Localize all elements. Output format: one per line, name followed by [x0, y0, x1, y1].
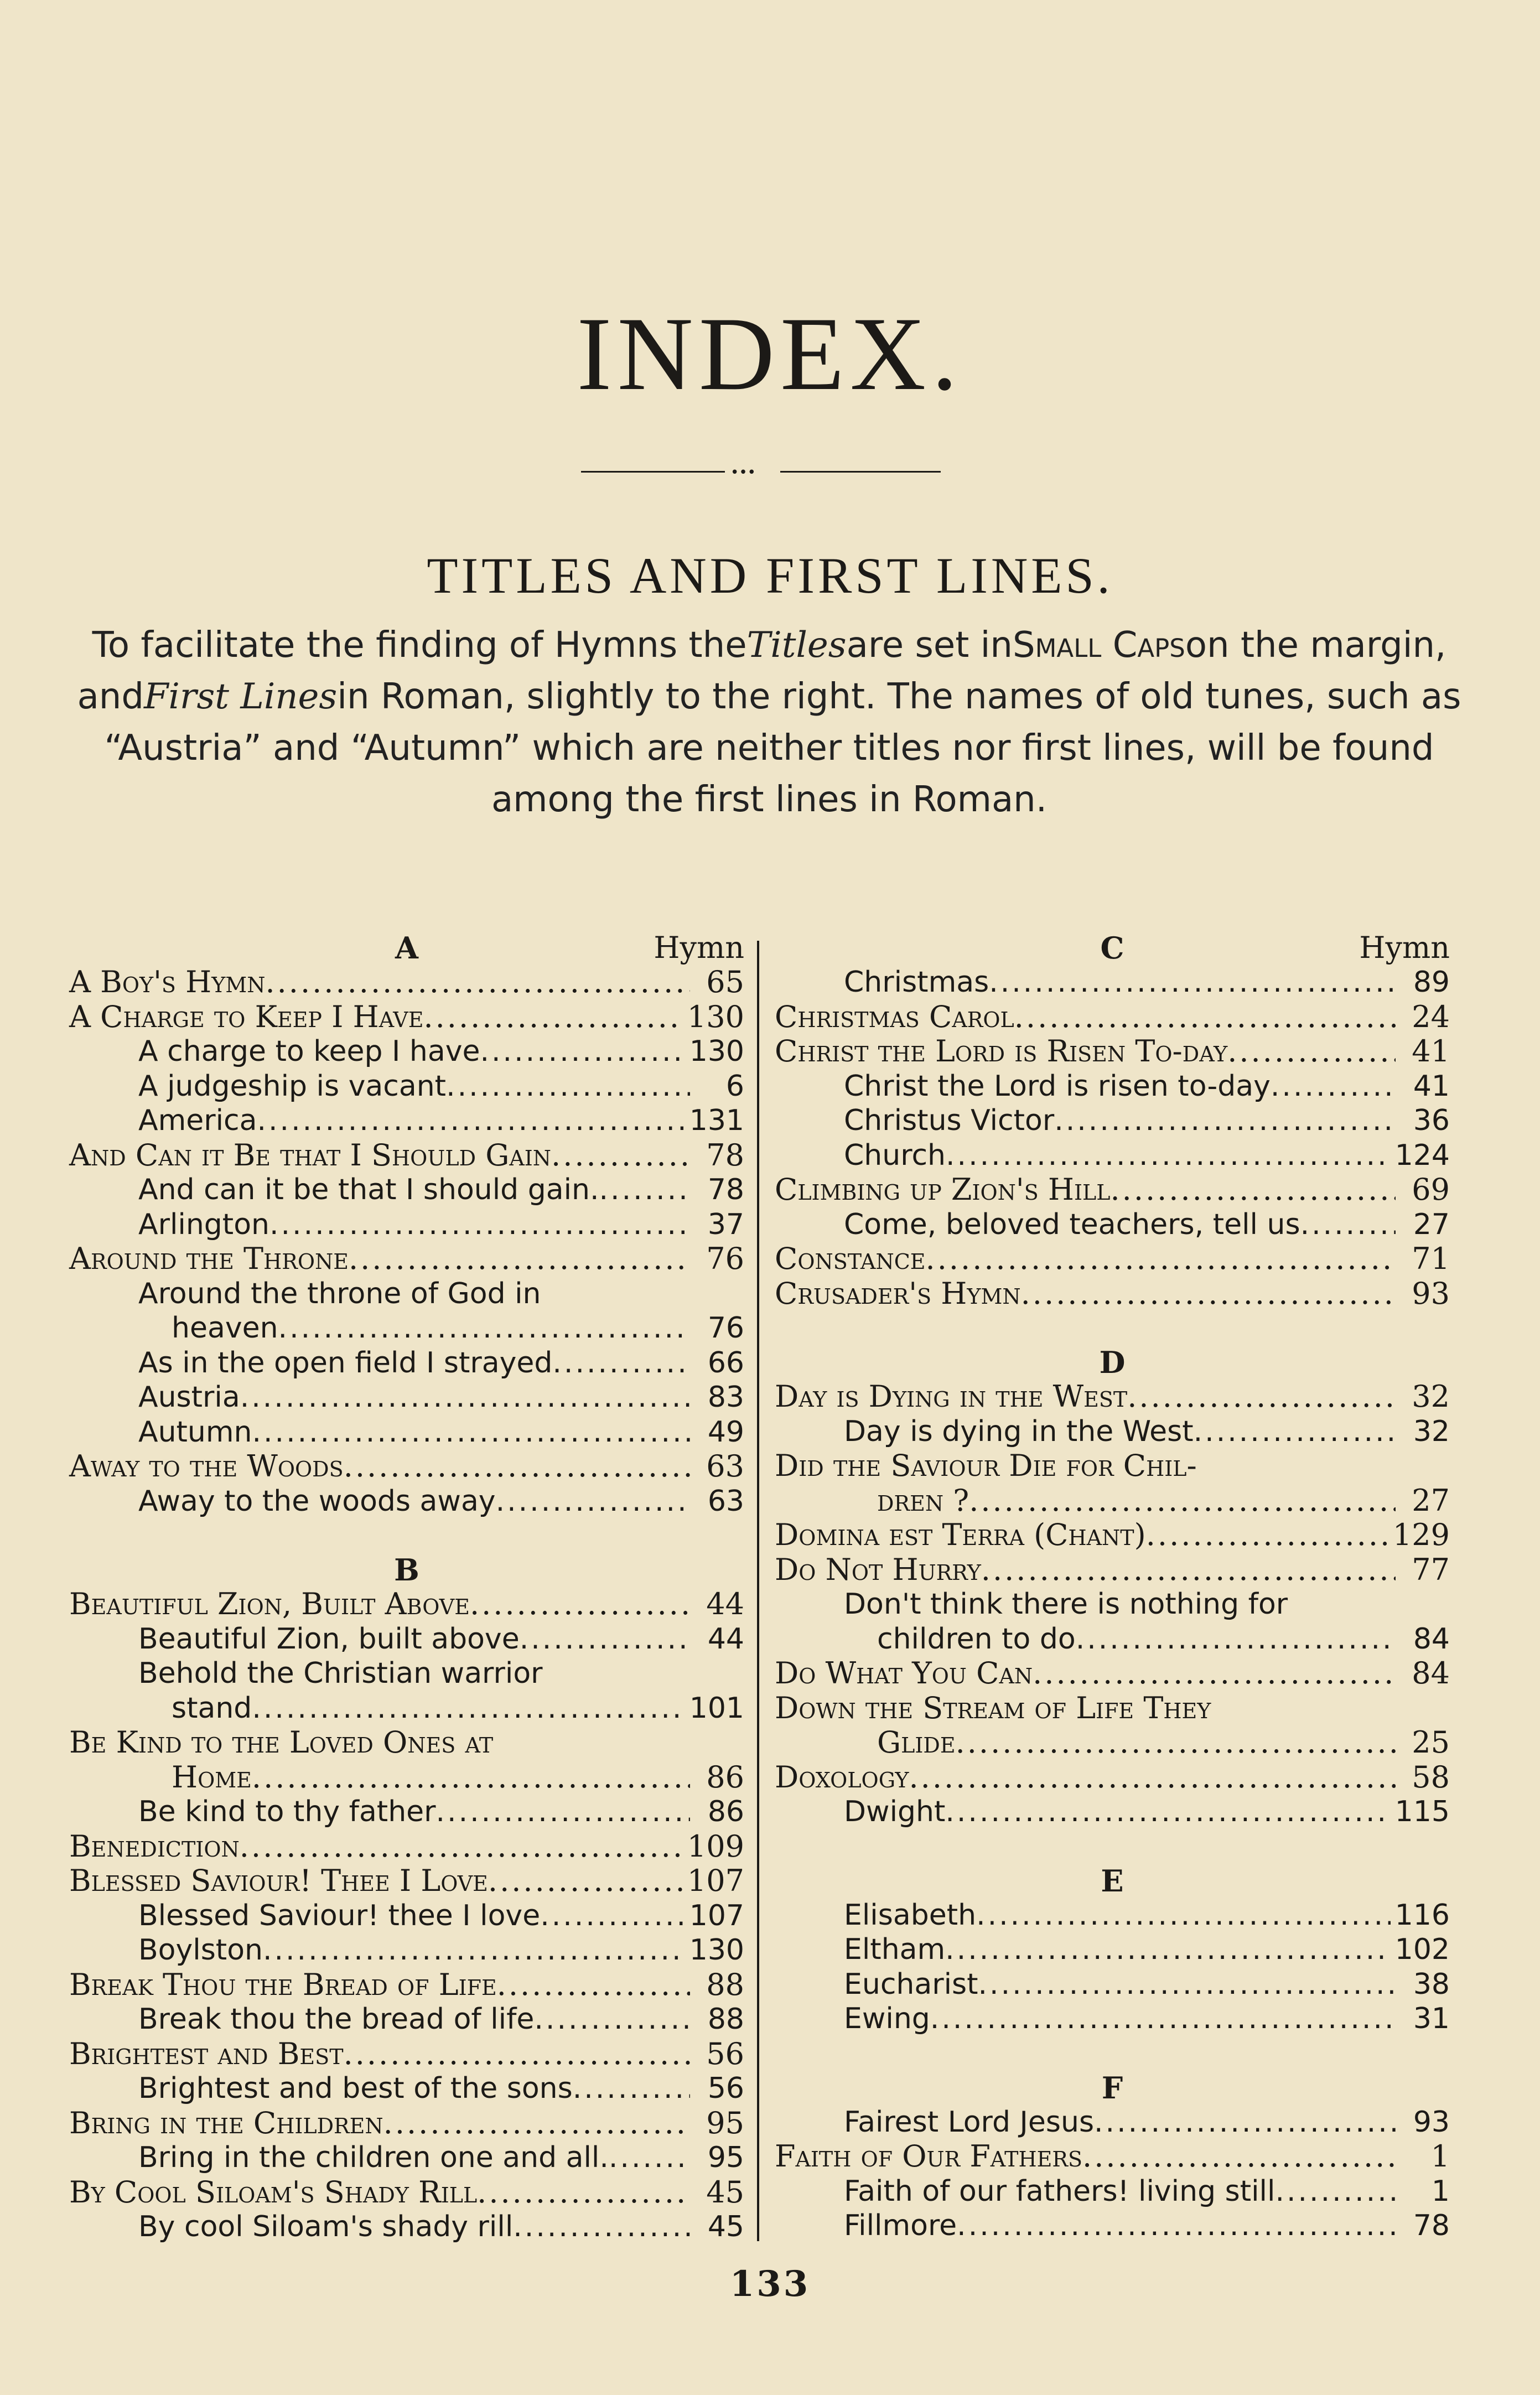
- entry-text: Eltham: [844, 1933, 946, 1966]
- intro-text-3: on the margin, and: [77, 625, 1446, 717]
- leader-dots: [1300, 1207, 1396, 1242]
- entry-text: Christmas: [844, 966, 989, 999]
- leader-dots: [383, 2106, 690, 2141]
- entry-text: By Cool Siloam's Shady Rill: [69, 2174, 478, 2210]
- entry-text: Beautiful Zion, Built Above: [69, 1587, 470, 1621]
- hymn-number: 27: [1413, 1207, 1450, 1241]
- first-line-entry: [775, 1932, 1450, 1967]
- hymn-title-entry: [775, 1034, 1450, 1069]
- leader-dots: [978, 1967, 1396, 2002]
- entry-text: Dwight: [844, 1795, 946, 1828]
- leader-dots: [552, 1346, 690, 1381]
- entry-text: Domina est Terra (Chant): [775, 1517, 1146, 1552]
- intro-text-1: To facilitate the finding of Hymns the: [92, 625, 747, 666]
- entry-text: Break thou the bread of life: [138, 2003, 535, 2036]
- hymn-title-entry: [69, 1449, 744, 1484]
- leader-dots: [446, 1069, 690, 1104]
- first-line-entry: [69, 1069, 744, 1104]
- first-line-entry: [69, 1346, 744, 1381]
- leader-dots: [1094, 2105, 1396, 2140]
- entry-text: Do What You Can: [775, 1656, 1033, 1691]
- entry-text: Did the Saviour Die for Chil-: [775, 1448, 1197, 1483]
- entry-text: Around the throne of God in: [138, 1277, 541, 1310]
- hymn-title-entry: [775, 1656, 1450, 1691]
- hymn-title-entry: [69, 1587, 744, 1622]
- entry-text: Fillmore: [844, 2209, 957, 2242]
- entry-text: Be kind to thy father: [138, 1795, 436, 1828]
- hymn-title-entry: [69, 2175, 744, 2210]
- hymn-title-entry: [775, 1380, 1450, 1414]
- first-line-entry: [775, 1795, 1450, 1829]
- hymn-number: 124: [1394, 1138, 1450, 1172]
- column-header: [775, 931, 1450, 965]
- index-column-right: [775, 931, 1450, 2243]
- first-line-entry: [775, 1622, 1450, 1657]
- hymn-number: 83: [707, 1381, 744, 1414]
- leader-dots: [1271, 1069, 1396, 1104]
- hymn-column-label: Hymn: [654, 930, 744, 965]
- entry-text: Church: [844, 1138, 946, 1172]
- hymn-title-entry: [775, 1518, 1450, 1553]
- hymn-number: 115: [1394, 1795, 1450, 1828]
- hymn-title-entry: [775, 1553, 1450, 1588]
- hymn-number: 84: [1412, 1656, 1450, 1691]
- first-line-entry: [775, 1587, 1450, 1622]
- leader-dots: [946, 1138, 1391, 1173]
- hymn-number: 88: [707, 2003, 744, 2036]
- entry-text: Around the Throne: [69, 1241, 349, 1276]
- leader-dots: [240, 1829, 683, 1864]
- leader-dots: [269, 1207, 690, 1242]
- first-line-entry: [775, 2002, 1450, 2036]
- column-divider: [757, 941, 759, 2241]
- hymn-number: 130: [687, 999, 744, 1034]
- hymn-number: 102: [1394, 1933, 1450, 1966]
- page-number: 133: [729, 2263, 811, 2305]
- first-line-entry: [69, 1277, 744, 1311]
- hymn-number: 63: [706, 1449, 744, 1484]
- entry-text: Don't think there is nothing for: [844, 1588, 1288, 1621]
- hymn-number: 31: [1413, 2002, 1450, 2035]
- entry-text: Away to the woods away: [138, 1484, 496, 1518]
- hymn-title-entry: [69, 1968, 744, 2003]
- first-line-entry: [69, 1207, 744, 1242]
- entry-text: stand: [172, 1691, 252, 1725]
- first-line-entry: [69, 1622, 744, 1657]
- entry-text: Brightest and Best: [69, 2036, 344, 2071]
- first-line-entry: [69, 1656, 744, 1691]
- leader-dots: [497, 1968, 690, 2003]
- entry-text: Blessed Saviour! thee I love: [138, 1899, 541, 1932]
- entry-text: Boylston: [138, 1933, 263, 1967]
- hymn-number: 71: [1412, 1241, 1450, 1276]
- entry-text: Blessed Saviour! Thee I Love: [69, 1863, 488, 1898]
- ornament-dots-icon: •••: [730, 464, 756, 481]
- hymn-number: 78: [707, 1173, 744, 1206]
- entry-text: A charge to keep I have: [138, 1035, 480, 1068]
- hymn-title-entry: [775, 1760, 1450, 1795]
- leader-dots: [1082, 2139, 1396, 2174]
- first-line-entry: [69, 1103, 744, 1138]
- first-line-entry: [69, 1484, 744, 1519]
- first-line-entry: [69, 1380, 744, 1415]
- first-line-entry: [69, 1933, 744, 1968]
- leader-dots: [344, 2037, 690, 2072]
- leader-dots: [252, 1691, 685, 1726]
- entry-text: Climbing up Zion's Hill: [775, 1172, 1111, 1207]
- hymn-number: 41: [1412, 1034, 1450, 1069]
- leader-dots: [480, 1034, 685, 1069]
- entry-text: Home: [172, 1759, 252, 1795]
- first-line-entry: [775, 1898, 1450, 1933]
- first-line-entry: [775, 2174, 1450, 2209]
- entry-text: Constance: [775, 1241, 926, 1276]
- hymn-number: 89: [1413, 966, 1450, 999]
- leader-dots: [252, 1760, 690, 1795]
- entry-text: Christ the Lord is risen to-day: [844, 1069, 1271, 1103]
- hymn-number: 131: [689, 1104, 744, 1137]
- intro-text-2: are set in: [846, 625, 1013, 666]
- first-line-entry: [775, 2105, 1450, 2140]
- hymn-number: 69: [1412, 1172, 1450, 1207]
- leader-dots: [945, 1932, 1391, 1967]
- entry-text: Behold the Christian warrior: [138, 1657, 543, 1690]
- entry-text: Bring in the Children: [69, 2105, 383, 2140]
- hymn-number: 95: [707, 2141, 744, 2174]
- intro-small-caps: Small Caps: [1012, 625, 1185, 666]
- leader-dots: [263, 1933, 685, 1968]
- hymn-number: 1: [1430, 2139, 1450, 2174]
- section-subtitle: TITLES AND FIRST LINES.: [427, 547, 1113, 604]
- first-line-entry: [69, 1415, 744, 1450]
- leader-dots: [252, 1415, 691, 1450]
- first-line-entry: [775, 2209, 1450, 2243]
- leader-dots: [257, 1103, 685, 1138]
- hymn-number: 107: [687, 1863, 744, 1898]
- hymn-number: 38: [1413, 1967, 1450, 2001]
- hymn-title-entry: [69, 1829, 744, 1864]
- hymn-title-entry: [775, 1277, 1450, 1311]
- entry-text: Glide: [877, 1725, 956, 1760]
- entry-text: Away to the Woods: [69, 1449, 344, 1484]
- leader-dots: [540, 1899, 685, 1933]
- leader-dots: [599, 1173, 690, 1207]
- entry-text: Autumn: [138, 1415, 252, 1449]
- hymn-title-entry: [69, 965, 744, 1000]
- hymn-number: 65: [706, 965, 744, 999]
- leader-dots: [1110, 1173, 1396, 1207]
- hymn-number: 32: [1412, 1379, 1450, 1414]
- hymn-number: 93: [1413, 2105, 1450, 2139]
- entry-text: Fairest Lord Jesus: [844, 2105, 1095, 2139]
- leader-dots: [1146, 1518, 1388, 1553]
- hymn-number: 84: [1413, 1622, 1450, 1656]
- entry-text: Benediction: [69, 1828, 240, 1864]
- intro-titles-word: Titles: [746, 625, 847, 666]
- hymn-number: 130: [689, 1933, 744, 1967]
- leader-dots: [488, 1864, 683, 1899]
- leader-dots: [344, 1449, 690, 1484]
- entry-text: Day is Dying in the West: [775, 1379, 1128, 1414]
- hymn-number: 63: [707, 1484, 744, 1518]
- leader-dots: [956, 1725, 1396, 1760]
- entry-text: By cool Siloam's shady rill: [138, 2210, 514, 2243]
- hymn-number: 86: [706, 1759, 744, 1795]
- hymn-number: 58: [1412, 1759, 1450, 1795]
- first-line-entry: [69, 1795, 744, 1829]
- first-line-entry: [775, 1138, 1450, 1173]
- ornament-rule-right: [780, 471, 941, 473]
- hymn-title-entry: [69, 1760, 744, 1795]
- hymn-title-entry: [69, 1725, 744, 1760]
- hymn-number: 56: [707, 2072, 744, 2105]
- leader-dots: [945, 1795, 1390, 1829]
- title-ornament: [581, 464, 941, 481]
- leader-dots: [349, 1242, 690, 1277]
- entry-text: Christ the Lord is Risen To-day: [775, 1034, 1228, 1069]
- hymn-number: 76: [707, 1311, 744, 1345]
- section-letter: F: [1101, 2070, 1123, 2106]
- entry-text: America: [138, 1104, 257, 1137]
- hymn-number: 27: [1412, 1482, 1450, 1518]
- leader-dots: [436, 1795, 690, 1829]
- leader-dots: [1076, 1622, 1396, 1657]
- first-line-entry: [69, 1173, 744, 1207]
- entry-text: Come, beloved teachers, tell us: [844, 1207, 1300, 1241]
- hymn-number: 36: [1413, 1104, 1450, 1137]
- hymn-number: 130: [689, 1035, 744, 1068]
- first-line-entry: [775, 965, 1450, 1000]
- entry-text: Faith of Our Fathers: [775, 2139, 1083, 2174]
- leader-dots: [477, 2175, 690, 2210]
- leader-dots: [1227, 1034, 1396, 1069]
- leader-dots: [1194, 1414, 1396, 1449]
- entry-text: Bring in the children one and all.: [138, 2141, 609, 2174]
- hymn-number: 88: [706, 1967, 744, 2002]
- entry-text: Elisabeth: [844, 1898, 977, 1932]
- leader-dots: [1127, 1380, 1396, 1414]
- entry-text: Arlington: [138, 1207, 269, 1241]
- leader-dots: [520, 1622, 690, 1657]
- section-letter: E: [1101, 1863, 1124, 1899]
- hymn-title-entry: [775, 1725, 1450, 1760]
- hymn-title-entry: [775, 1000, 1450, 1035]
- leader-dots: [240, 1380, 690, 1415]
- entry-text: Do Not Hurry: [775, 1552, 981, 1587]
- hymn-number: 77: [1412, 1552, 1450, 1587]
- leader-dots: [981, 1553, 1396, 1588]
- leader-dots: [496, 1484, 690, 1519]
- entry-text: Eucharist: [844, 1967, 978, 2001]
- leader-dots: [423, 1000, 682, 1035]
- first-line-entry: [69, 1691, 744, 1726]
- section-letter: A: [395, 930, 418, 966]
- entry-text: A judgeship is vacant: [138, 1069, 447, 1103]
- first-line-entry: [69, 1311, 744, 1346]
- entry-text: Faith of our fathers! living still: [844, 2174, 1275, 2208]
- hymn-number: 45: [706, 2174, 744, 2210]
- leader-dots: [278, 1311, 690, 1346]
- section-letter: B: [394, 1552, 419, 1588]
- hymn-number: 1: [1431, 2174, 1450, 2208]
- leader-dots: [573, 2071, 690, 2106]
- entry-text: heaven: [172, 1311, 278, 1345]
- first-line-entry: [69, 2071, 744, 2106]
- first-line-entry: [69, 2140, 744, 2175]
- leader-dots: [265, 965, 690, 1000]
- first-line-entry: [775, 1967, 1450, 2002]
- first-line-entry: [69, 2210, 744, 2244]
- hymn-number: 95: [706, 2105, 744, 2140]
- entry-text: Be Kind to the Loved Ones at: [69, 1725, 494, 1760]
- entry-text: Doxology: [775, 1759, 909, 1795]
- hymn-number: 66: [707, 1346, 744, 1380]
- hymn-title-entry: [69, 1242, 744, 1277]
- leader-dots: [930, 2002, 1396, 2036]
- hymn-title-entry: [775, 1242, 1450, 1277]
- hymn-title-entry: [69, 2037, 744, 2072]
- hymn-title-entry: [69, 1000, 744, 1035]
- entry-text: Down the Stream of Life They: [775, 1690, 1211, 1725]
- leader-dots: [976, 1898, 1391, 1933]
- hymn-number: 45: [707, 2210, 744, 2243]
- leader-dots: [534, 2002, 690, 2037]
- hymn-title-entry: [775, 1691, 1450, 1726]
- hymn-title-entry: [775, 1449, 1450, 1484]
- entry-text: Crusader's Hymn: [775, 1276, 1021, 1311]
- hymn-number: 107: [689, 1899, 744, 1932]
- leader-dots: [957, 2209, 1396, 2243]
- hymn-title-entry: [69, 1138, 744, 1173]
- leader-dots: [551, 1138, 690, 1173]
- entry-text: children to do: [877, 1622, 1076, 1656]
- entry-text: And Can it Be that I Should Gain: [69, 1137, 552, 1173]
- leader-dots: [926, 1242, 1396, 1277]
- hymn-title-entry: [775, 1484, 1450, 1518]
- hymn-number: 78: [1413, 2209, 1450, 2242]
- ornament-rule-left: [581, 471, 725, 473]
- first-line-entry: [775, 1103, 1450, 1138]
- leader-dots: [909, 1760, 1396, 1795]
- hymn-number: 44: [706, 1587, 744, 1621]
- hymn-number: 76: [706, 1241, 744, 1276]
- intro-first-lines: First Lines: [143, 676, 338, 717]
- hymn-number: 37: [707, 1207, 744, 1241]
- entry-text: Austria: [138, 1381, 240, 1414]
- first-line-entry: [69, 1034, 744, 1069]
- leader-dots: [1275, 2174, 1396, 2209]
- first-line-entry: [775, 1207, 1450, 1242]
- hymn-title-entry: [775, 2139, 1450, 2174]
- first-line-entry: [69, 2002, 744, 2037]
- leader-dots: [969, 1484, 1396, 1518]
- leader-dots: [609, 2140, 690, 2175]
- hymn-number: 25: [1412, 1725, 1450, 1760]
- entry-text: Brightest and best of the sons: [138, 2072, 573, 2105]
- leader-dots: [470, 1587, 690, 1622]
- hymn-number: 78: [706, 1137, 744, 1173]
- first-line-entry: [69, 1899, 744, 1933]
- hymn-number: 49: [707, 1415, 744, 1449]
- leader-dots: [1033, 1656, 1396, 1691]
- entry-text: A Boy's Hymn: [69, 965, 266, 999]
- hymn-number: 24: [1412, 999, 1450, 1034]
- first-line-entry: [775, 1414, 1450, 1449]
- leader-dots: [1054, 1103, 1396, 1138]
- intro-text-4: in Roman, slightly to the right. The names of old tunes, such as “Austria” and “Autumn” which are neither titles nor first lines, will be found among the first lines in Roman.: [104, 676, 1461, 820]
- entry-text: A Charge to Keep I Have: [69, 999, 424, 1034]
- hymn-number: 56: [706, 2036, 744, 2071]
- entry-text: Day is dying in the West: [844, 1414, 1194, 1448]
- entry-text: Ewing: [844, 2002, 930, 2035]
- column-header: [69, 931, 744, 965]
- entry-text: And can it be that I should gain.: [138, 1173, 599, 1206]
- entry-text: As in the open field I strayed: [138, 1346, 553, 1380]
- leader-dots: [513, 2210, 690, 2244]
- hymn-number: 129: [1392, 1517, 1450, 1552]
- entry-text: dren ?: [877, 1482, 969, 1518]
- intro-paragraph: [55, 620, 1483, 826]
- entry-text: Beautiful Zion, built above: [138, 1622, 520, 1656]
- hymn-number: 6: [725, 1069, 744, 1103]
- section-letter: D: [1099, 1345, 1126, 1380]
- hymn-number: 93: [1412, 1276, 1450, 1311]
- hymn-number: 101: [689, 1691, 744, 1725]
- hymn-title-entry: [775, 1173, 1450, 1207]
- index-column-left: [69, 931, 744, 2244]
- page-title: INDEX.: [577, 296, 963, 412]
- leader-dots: [1014, 1000, 1396, 1035]
- hymn-title-entry: [69, 2106, 744, 2141]
- entry-text: Break Thou the Bread of Life: [69, 1967, 497, 2002]
- leader-dots: [1021, 1277, 1396, 1311]
- hymn-number: 109: [687, 1828, 744, 1864]
- hymn-column-label: Hymn: [1359, 930, 1450, 965]
- section-letter: C: [1100, 930, 1124, 966]
- hymn-number: 41: [1413, 1069, 1450, 1103]
- first-line-entry: [775, 1069, 1450, 1104]
- hymn-number: 32: [1413, 1414, 1450, 1448]
- hymn-number: 44: [707, 1622, 744, 1656]
- entry-text: Christus Victor: [844, 1104, 1055, 1137]
- entry-text: Christmas Carol: [775, 999, 1014, 1034]
- hymn-number: 86: [707, 1795, 744, 1828]
- hymn-title-entry: [69, 1864, 744, 1899]
- leader-dots: [989, 965, 1396, 1000]
- hymn-number: 116: [1394, 1898, 1450, 1932]
